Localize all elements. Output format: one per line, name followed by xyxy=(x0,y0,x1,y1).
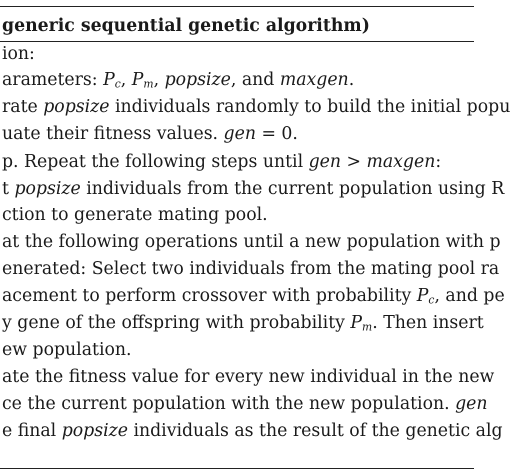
algorithm-line: enerated: Select two individuals from the mating pool ra xyxy=(2,259,500,279)
algorithm-line: at the following operations until a new population with p xyxy=(2,232,501,252)
algorithm-line: p. Repeat the following steps until gen > maxgen: xyxy=(2,152,442,172)
algorithm-line: ion: xyxy=(2,44,35,64)
algorithm-line: uate their fitness values. gen = 0. xyxy=(2,124,298,144)
algorithm-line: t popsize individuals from the current population using R xyxy=(2,179,505,199)
algorithm-line: ce the current population with the new population. gen xyxy=(2,394,488,414)
algorithm-line: ew population. xyxy=(2,340,132,360)
algorithm-line: y gene of the offspring with probability $P_m$. Then insert xyxy=(2,313,484,334)
algorithm-line: ction to generate mating pool. xyxy=(2,205,268,225)
algorithm-line: e final popsize individuals as the result of the genetic alg xyxy=(2,421,503,441)
header-rule xyxy=(0,41,474,42)
algorithm-line: ate the fitness value for every new individual in the new xyxy=(2,367,495,387)
algorithm-line: rate popsize individuals randomly to build the initial popu xyxy=(2,97,510,117)
algorithm-title: generic sequential genetic algorithm) xyxy=(2,16,370,36)
algorithm-line: arameters: $P_c$, $P_m$, popsize, and maxgen. xyxy=(2,70,355,91)
top-rule xyxy=(0,6,474,7)
algorithm-line: acement to perform crossover with probability $P_c$, and pe xyxy=(2,286,505,307)
bottom-rule xyxy=(0,468,474,469)
